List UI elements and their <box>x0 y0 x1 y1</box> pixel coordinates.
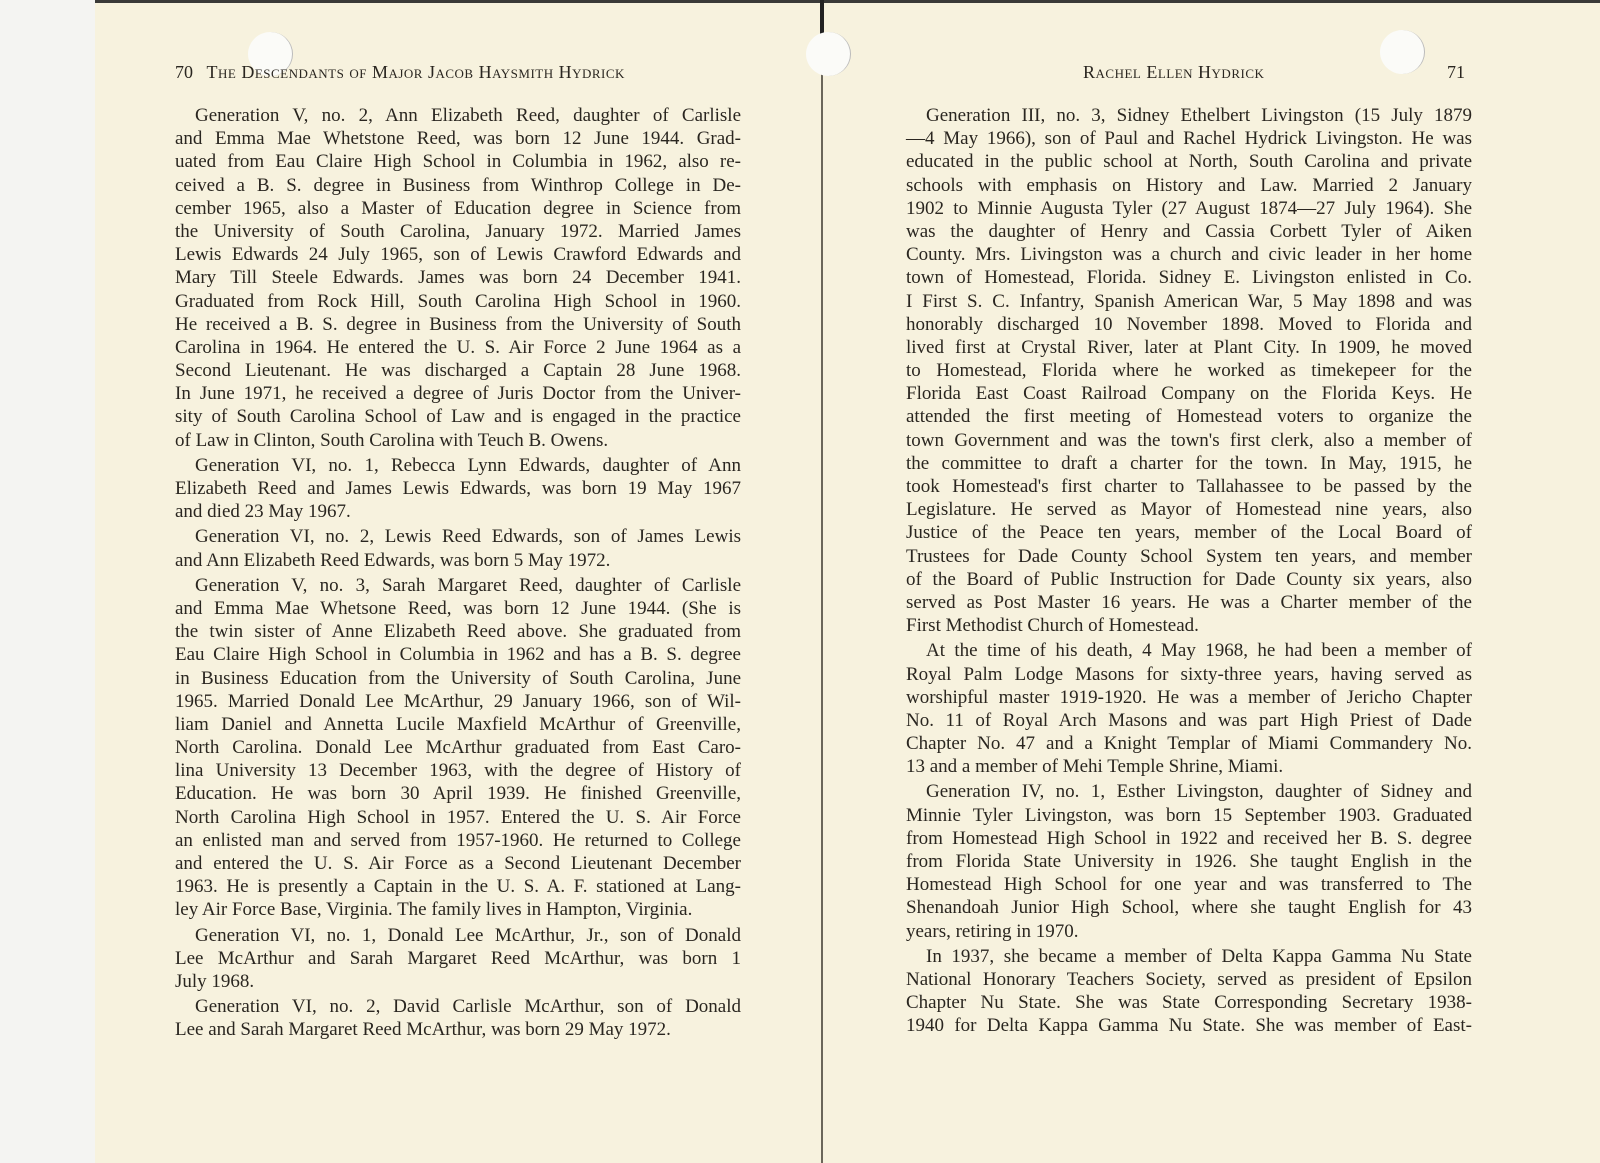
right-page-body <box>906 104 1472 1040</box>
text-line: of Law in Clinton, South Carolina with Teuch B. Owens. <box>175 429 609 451</box>
text-line: in Business Education from the University of South Carolina, June <box>175 667 741 689</box>
text-line: liam Daniel and Annetta Lucile Maxfield McArthur of Greenville, <box>175 713 741 735</box>
text-line: Generation VI, no. 1, Rebecca Lynn Edwards, daughter of Ann <box>195 454 741 476</box>
punch-hole <box>1380 30 1425 74</box>
text-line: Lee and Sarah Margaret Reed McArthur, was born 29 May 1972. <box>175 1019 671 1041</box>
page-number: 70 <box>175 62 193 82</box>
text-line: National Honorary Teachers Society, served as president of Epsilon <box>906 968 1472 990</box>
text-line: an enlisted man and served from 1957-1960. He returned to College <box>175 829 741 851</box>
text-line: North Carolina High School in 1957. Entered the U. S. Air Force <box>175 806 741 828</box>
text-line: the committee to draft a charter for the town. In May, 1915, he <box>906 452 1472 474</box>
paragraph <box>906 639 1472 778</box>
text-line: lina University 13 December 1963, with the degree of History of <box>175 760 741 782</box>
text-line: July 1968. <box>175 970 255 992</box>
text-line: Lee McArthur and Sarah Margaret Reed McArthur, was born 1 <box>175 947 741 969</box>
text-line: 1940 for Delta Kappa Gamma Nu State. She was member of East- <box>906 1015 1472 1037</box>
text-line: worshipful master 1919-1920. He was a member of Jericho Chapter <box>906 686 1472 708</box>
running-head: Rachel Ellen Hydrick <box>1083 62 1265 82</box>
text-line: ceived a B. S. degree in Business from Winthrop College in De- <box>175 174 741 196</box>
text-line: from Homestead High School in 1922 and received her B. S. degree <box>906 827 1472 849</box>
text-line: 1965. Married Donald Lee McArthur, 29 January 1966, son of Wil- <box>175 690 741 712</box>
text-line: and Emma Mae Whetsone Reed, was born 12 June 1944. (She is <box>175 597 741 619</box>
text-line: and Emma Mae Whetstone Reed, was born 12 June 1944. Grad- <box>175 128 741 150</box>
text-line: Eau Claire High School in Columbia in 1962 and has a B. S. degree <box>175 644 741 666</box>
text-line: town Government and was the town's first clerk, also a member of <box>906 429 1472 451</box>
text-line: Generation VI, no. 2, David Carlisle McArthur, son of Donald <box>195 996 741 1018</box>
text-line: the University of South Carolina, January 1972. Married James <box>175 220 741 242</box>
text-line: honorably discharged 10 November 1898. Moved to Florida and <box>906 313 1472 335</box>
text-line: —4 May 1966), son of Paul and Rachel Hydrick Livingston. He was <box>906 128 1472 150</box>
paragraph <box>175 574 741 922</box>
scan-margin <box>0 0 95 1163</box>
right-page-header <box>1083 62 1264 83</box>
text-line: Justice of the Peace ten years, member of the Local Board of <box>906 522 1472 544</box>
text-line: County. Mrs. Livingston was a church and civic leader in her home <box>906 244 1472 266</box>
text-line: Mary Till Steele Edwards. James was born 24 December 1941. <box>175 267 741 289</box>
text-line: Graduated from Rock Hill, South Carolina High School in 1960. <box>175 290 741 312</box>
text-line: ley Air Force Base, Virginia. The family lives in Hampton, Virginia. <box>175 899 693 921</box>
text-line: 1902 to Minnie Augusta Tyler (27 August 1874—27 July 1964). She <box>906 197 1472 219</box>
text-line: He received a B. S. degree in Business from the University of South <box>175 313 741 335</box>
text-line: Lewis Edwards 24 July 1965, son of Lewis Crawford Edwards and <box>175 244 741 266</box>
text-line: In June 1971, he received a degree of Juris Doctor from the Univer- <box>175 383 741 405</box>
text-line: served as Post Master 16 years. He was a Charter member of the <box>906 591 1472 613</box>
text-line: and Ann Elizabeth Reed Edwards, was born 5 May 1972. <box>175 549 611 571</box>
text-line: years, retiring in 1970. <box>906 920 1079 942</box>
text-line: Shenandoah Junior High School, where she taught English for 43 <box>906 897 1472 919</box>
text-line: from Florida State University in 1926. She taught English in the <box>906 851 1472 872</box>
text-line: Minnie Tyler Livingston, was born 15 September 1903. Graduated <box>906 804 1472 826</box>
text-line: attended the first meeting of Homestead voters to organize the <box>906 406 1472 428</box>
text-line: Generation III, no. 3, Sidney Ethelbert Livingston (15 July 1879 <box>926 105 1472 126</box>
text-line: to Homestead, Florida where he worked as timekepeer for the <box>906 360 1472 382</box>
text-line: Second Lieutenant. He was discharged a Captain 28 June 1968. <box>175 360 741 382</box>
text-line: sity of South Carolina School of Law and is engaged in the practice <box>175 406 741 428</box>
text-line: Chapter Nu State. She was State Corresponding Secretary 1938- <box>906 992 1472 1014</box>
left-page-header <box>175 62 625 83</box>
left-page-body <box>175 104 741 1044</box>
paragraph <box>175 924 741 994</box>
paragraph <box>175 525 741 571</box>
text-line: 1963. He is presently a Captain in the U. S. A. F. stationed at Lang- <box>175 876 741 898</box>
text-line: Homestead High School for one year and was transferred to The <box>906 874 1472 896</box>
text-line: uated from Eau Claire High School in Columbia in 1962, also re- <box>175 151 741 173</box>
text-line: town of Homestead, Florida. Sidney E. Livingston enlisted in Co. <box>906 267 1472 289</box>
text-line: schools with emphasis on History and Law. Married 2 January <box>906 174 1472 196</box>
text-line: Florida East Coast Railroad Company on the Florida Keys. He <box>906 383 1472 405</box>
right-page-number-wrap <box>1447 62 1465 83</box>
text-line: Royal Palm Lodge Masons for sixty-three years, having served as <box>906 663 1472 685</box>
text-line: 13 and a member of Mehi Temple Shrine, Miami. <box>906 756 1284 778</box>
paragraph <box>175 454 741 524</box>
text-line: and entered the U. S. Air Force as a Second Lieutenant December <box>175 853 741 874</box>
text-line: Legislature. He served as Mayor of Homestead nine years, also <box>906 499 1472 521</box>
text-line: Elizabeth Reed and James Lewis Edwards, was born 19 May 1967 <box>175 478 741 499</box>
paragraph <box>175 995 741 1041</box>
text-line: took Homestead's first charter to Tallahassee to be passed by the <box>906 476 1472 497</box>
running-head: The Descendants of Major Jacob Haysmith Hydrick <box>206 62 625 82</box>
text-line: cember 1965, also a Master of Education degree in Science from <box>175 197 741 219</box>
page-top-edge <box>95 0 1600 3</box>
text-line: Trustees for Dade County School System ten years, and member <box>906 545 1472 567</box>
text-line: I First S. C. Infantry, Spanish American War, 5 May 1898 and was <box>906 290 1472 312</box>
book-spine <box>821 0 823 1163</box>
text-line: and died 23 May 1967. <box>175 501 351 523</box>
paragraph <box>906 780 1472 942</box>
text-line: No. 11 of Royal Arch Masons and was part High Priest of Dade <box>906 709 1472 731</box>
text-line: educated in the public school at North, South Carolina and private <box>906 151 1472 173</box>
text-line: Generation V, no. 3, Sarah Margaret Reed, daughter of Carlisle <box>195 574 741 596</box>
text-line: was the daughter of Henry and Cassia Corbett Tyler of Aiken <box>906 220 1472 242</box>
paragraph <box>175 104 741 452</box>
text-line: In 1937, she became a member of Delta Kappa Gamma Nu State <box>926 945 1472 967</box>
text-line: North Carolina. Donald Lee McArthur graduated from East Caro- <box>175 737 741 759</box>
text-line: First Methodist Church of Homestead. <box>906 615 1199 637</box>
text-line: Carolina in 1964. He entered the U. S. Air Force 2 June 1964 as a <box>175 336 741 358</box>
text-line: Education. He was born 30 April 1939. He finished Greenville, <box>175 783 741 805</box>
text-line: Generation IV, no. 1, Esther Livingston, daughter of Sidney and <box>926 781 1472 803</box>
paragraph <box>906 945 1472 1038</box>
text-line: lived first at Crystal River, later at Plant City. In 1909, he moved <box>906 336 1472 358</box>
paragraph <box>906 104 1472 637</box>
punch-hole <box>806 32 851 76</box>
text-line: Chapter No. 47 and a Knight Templar of Miami Commandery No. <box>906 733 1472 755</box>
text-line: At the time of his death, 4 May 1968, he had been a member of <box>926 640 1472 662</box>
page-number: 71 <box>1447 62 1465 82</box>
text-line: of the Board of Public Instruction for Dade County six years, also <box>906 568 1472 590</box>
text-line: Generation VI, no. 2, Lewis Reed Edwards, son of James Lewis <box>195 526 741 548</box>
text-line: Generation V, no. 2, Ann Elizabeth Reed, daughter of Carlisle <box>195 105 741 126</box>
text-line: the twin sister of Anne Elizabeth Reed above. She graduated from <box>175 621 741 643</box>
text-line: Generation VI, no. 1, Donald Lee McArthur, Jr., son of Donald <box>195 924 741 946</box>
